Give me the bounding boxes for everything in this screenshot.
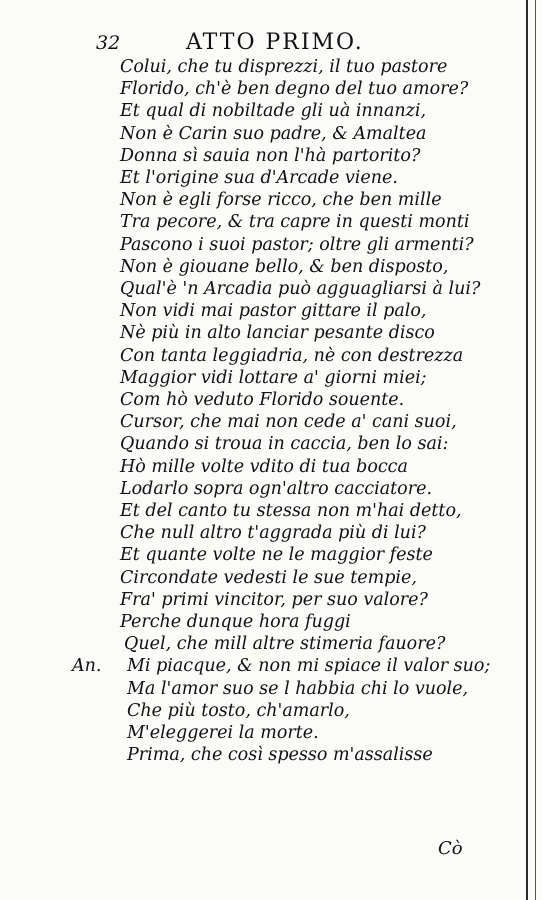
- verse-text: Com hò veduto Florido souente.: [120, 390, 405, 410]
- verse-line: [0, 567, 520, 589]
- verse-text: Pascono i suoi pastor; oltre gli armenti?: [120, 234, 474, 255]
- verse-text: Perche dunque hora fuggi: [120, 612, 351, 632]
- page-number: 32: [96, 32, 121, 54]
- verse-text: Che più tosto, ch'amarlo,: [127, 700, 350, 721]
- verse-line: [0, 345, 520, 367]
- verse-line: [0, 145, 520, 167]
- verse-line: [0, 722, 520, 744]
- verse-line: [0, 433, 520, 455]
- verse-line: [0, 211, 520, 233]
- running-head: ATTO PRIMO.: [186, 30, 364, 55]
- verse-text: Non vidi mai pastor gittare il palo,: [120, 301, 427, 322]
- verse-line: [0, 456, 520, 478]
- verse-text: Fra' primi vincitor, per suo valore?: [120, 589, 428, 610]
- verse-text: Qual'è 'n Arcadia può agguagliarsi à lui?: [120, 279, 481, 299]
- verse-line: [0, 678, 520, 700]
- verse-text: Et del canto tu stessa non m'hai detto,: [120, 501, 462, 521]
- verse-text: Quel, che mill altre stimeria fauore?: [124, 634, 446, 655]
- verse-line: [0, 633, 520, 655]
- verse-text: Prima, che così spesso m'assalisse: [127, 745, 433, 766]
- verse-text: Et qual di nobiltade gli uà innanzi,: [120, 101, 427, 122]
- verse-text: Maggior vidi lottare a' giorni miei;: [120, 367, 427, 388]
- verse-line: [0, 411, 520, 433]
- verse-text: Ma l'amor suo se l habbia chi lo vuole,: [127, 678, 469, 699]
- verse-text: Donna sì sauia non l'hà partorito?: [120, 145, 421, 166]
- verse-text: Florido, ch'è ben degno del tuo amore?: [120, 79, 469, 100]
- verse-text: Che null altro t'aggrada più di lui?: [120, 523, 426, 544]
- verse-line: [0, 389, 520, 411]
- catchword: Cò: [438, 838, 463, 859]
- verse-line: [0, 522, 520, 544]
- verse-text: Tra pecore, & tra capre in questi monti: [120, 212, 470, 233]
- verse-text: Non è giouane bello, & ben disposto,: [120, 256, 449, 277]
- verse-line: [0, 56, 520, 78]
- verse-text: Colui, che tu disprezzi, il tuo pastore: [120, 57, 448, 77]
- verse-text: Non è egli forse ricco, che ben mille: [120, 190, 442, 211]
- verse-line: [0, 167, 520, 189]
- verse-line: [0, 744, 520, 766]
- verse-line: [0, 700, 520, 722]
- verse-text: Lodarlo sopra ogn'altro cacciatore.: [120, 478, 433, 499]
- verse-line: [0, 256, 520, 278]
- verse-line: [0, 544, 520, 566]
- verse-line: [0, 189, 520, 211]
- speaker-label: An.: [72, 656, 102, 677]
- verse-line: [0, 478, 520, 500]
- page-edge-line: [526, 0, 528, 900]
- verse-line: [0, 100, 520, 122]
- verse-line: [0, 655, 520, 677]
- verse-line: [0, 367, 520, 389]
- verse-text: Et l'origine sua d'Arcade viene.: [120, 168, 398, 188]
- verse-text: Mi piacque, & non mi spiace il valor suo;: [127, 656, 491, 677]
- verse-text: Non è Carin suo padre, & Amaltea: [120, 123, 427, 144]
- verse-line: [0, 78, 520, 100]
- verse-line: [0, 278, 520, 300]
- verse-line: [0, 611, 520, 633]
- verse-line: [0, 123, 520, 145]
- verse-line: [0, 589, 520, 611]
- verse-text: Cursor, che mai non cede a' cani suoi,: [120, 412, 457, 433]
- verse-text: Et quante volte ne le maggior feste: [120, 545, 433, 566]
- verse-text: Nè più in alto lanciar pesante disco: [120, 323, 435, 344]
- verse-text: Quando si troua in caccia, ben lo sai:: [120, 434, 449, 455]
- verse-text: M'eleggerei la morte.: [127, 723, 319, 743]
- page-edge-line-outer: [535, 0, 536, 900]
- verse-text: Circondate vedesti le sue tempie,: [120, 567, 417, 588]
- verse-line: [0, 300, 520, 322]
- verse-line: [0, 500, 520, 522]
- verse-text: Con tanta leggiadria, nè con destrezza: [120, 345, 464, 366]
- verse-line: [0, 322, 520, 344]
- verse-line: [0, 234, 520, 256]
- verse-text: Hò mille volte vdito di tua bocca: [120, 456, 408, 477]
